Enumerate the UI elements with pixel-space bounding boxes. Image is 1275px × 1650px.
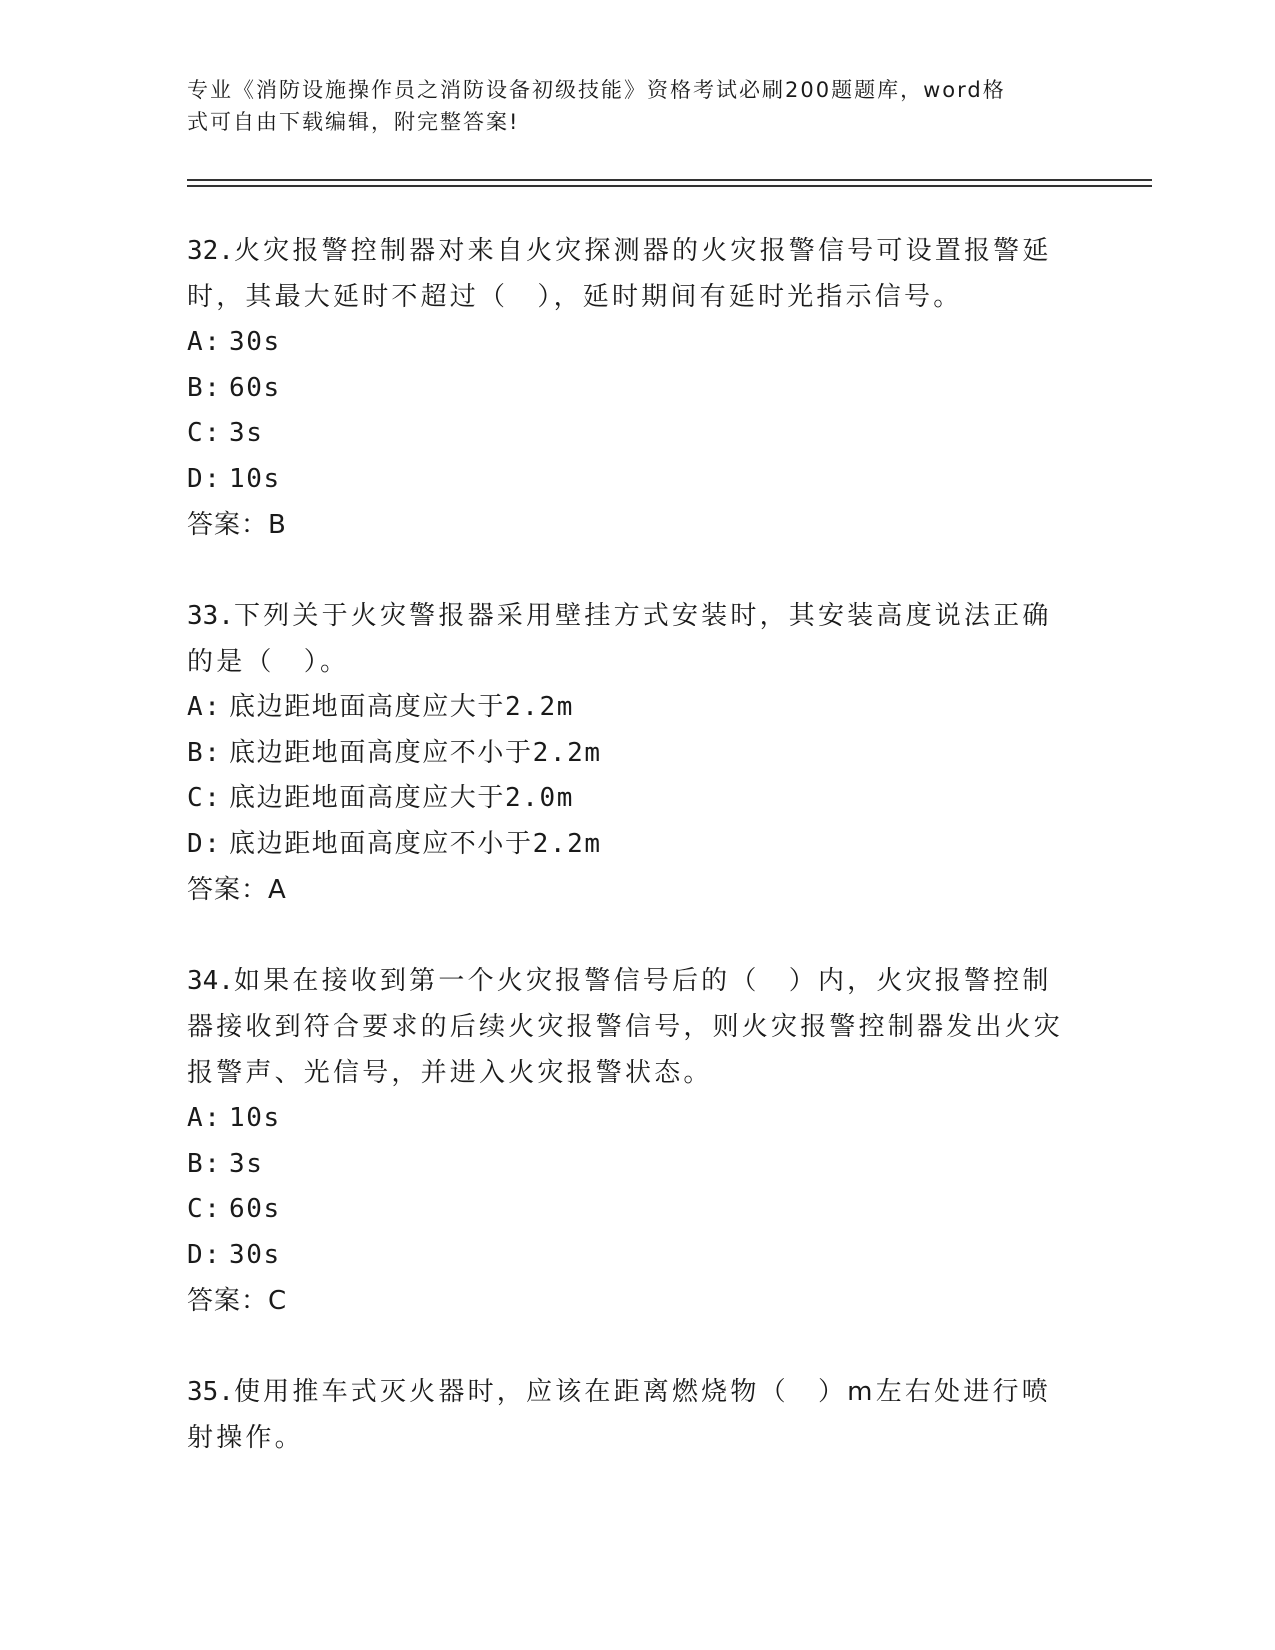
option-b [187,731,1077,777]
option-text: 底边距地面高度应大于2.0m [229,783,575,813]
option-d [187,822,1077,868]
option-b [187,1142,1077,1188]
option-c [187,776,1077,822]
question-stem: 如果在接收到第一个火灾报警信号后的（ ）内，火灾报警控制器接收到符合要求的后续火灾报警信号，则火灾报警控制器发出火灾报警声、光信号，并进入火灾报警状态。 [187,966,1064,1088]
option-text: 底边距地面高度应不小于2.2m [229,737,602,768]
option-a [187,320,1077,366]
answer-line: 答案：C [187,1286,288,1316]
question-text [187,593,1077,685]
option-c [187,411,1077,457]
question-33 [187,593,1077,913]
option-label: A: [187,1103,222,1133]
option-text: 3s [229,418,264,448]
question-34 [187,958,1077,1324]
option-label: B: [187,737,222,768]
option-text: 60s [229,372,281,403]
option-text: 30s [229,327,281,357]
question-stem: 下列关于火灾警报器采用壁挂方式安装时，其安装高度说法正确的是（ ）。 [187,601,1052,677]
option-label: D: [187,828,222,859]
answer-line: 答案：A [187,875,287,905]
option-d [187,1233,1077,1279]
header-divider-top [187,179,1152,181]
header-divider-bottom [187,185,1152,187]
option-text: 底边距地面高度应不小于2.2m [229,828,602,859]
option-d [187,457,1077,503]
header-line-1: 专业《消防设施操作员之消防设备初级技能》资格考试必刷200题题库，word格 [187,78,1006,102]
question-stem: 火灾报警控制器对来自火灾探测器的火灾报警信号可设置报警延时，其最大延时不超过（ ），延时期间有延时光指示信号。 [187,236,1052,312]
option-label: C: [187,783,222,813]
option-label: D: [187,1239,222,1270]
option-text: 60s [229,1194,281,1224]
option-text: 10s [229,463,281,494]
question-35 [187,1369,1077,1461]
option-label: B: [187,1148,222,1179]
option-label: A: [187,692,222,722]
question-number: 32. [187,236,234,266]
option-label: C: [187,1194,222,1224]
option-b [187,366,1077,412]
answer-line: 答案：B [187,510,287,540]
question-stem: 使用推车式灭火器时，应该在距离燃烧物（ ）m左右处进行喷射操作。 [187,1377,1051,1453]
option-text: 3s [229,1148,264,1179]
option-label: A: [187,327,222,357]
question-text [187,228,1077,320]
document-header [187,74,1067,138]
option-label: C: [187,418,222,448]
question-text [187,1369,1077,1461]
option-c [187,1187,1077,1233]
question-text [187,958,1077,1096]
option-label: D: [187,463,222,494]
question-number: 34. [187,966,234,996]
option-a [187,1096,1077,1142]
option-text: 底边距地面高度应大于2.2m [229,692,575,722]
question-number: 35. [187,1377,234,1407]
option-label: B: [187,372,222,403]
header-line-2: 式可自由下载编辑，附完整答案! [187,110,520,134]
option-text: 30s [229,1239,281,1270]
option-text: 10s [229,1103,281,1133]
question-32 [187,228,1077,548]
option-a [187,685,1077,731]
question-number: 33. [187,601,234,631]
question-list [187,228,1077,1506]
